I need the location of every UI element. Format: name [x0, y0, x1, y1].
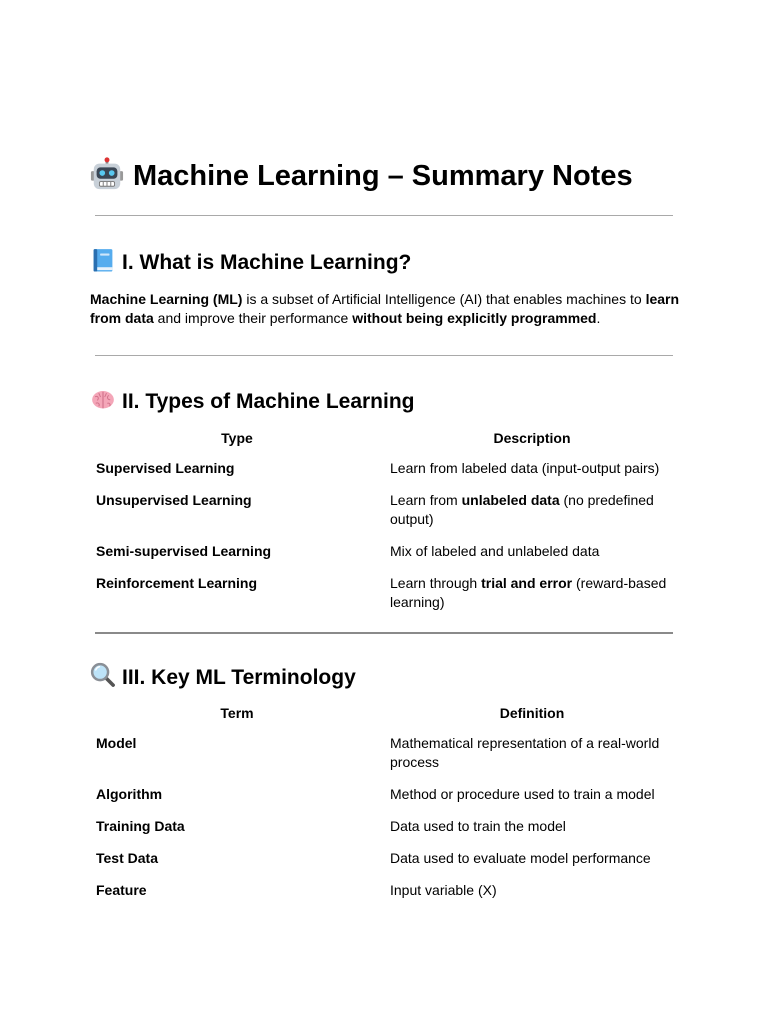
- section-heading-types: [90, 386, 415, 416]
- brain-icon: [90, 386, 116, 412]
- intro-text-2: and improve their performance: [153, 310, 353, 326]
- type-name: Supervised Learning: [96, 460, 235, 476]
- intro-text-1: is a subset of Artificial Intelligence (AI) that enables machines to: [242, 291, 646, 307]
- page-title: [90, 156, 633, 196]
- term-name: Test Data: [96, 850, 158, 866]
- section-heading-text: I. What is Machine Learning?: [122, 251, 412, 274]
- term-definition: Data used to evaluate model performance: [390, 850, 651, 866]
- intro-text-3: .: [596, 310, 601, 326]
- table-row: [90, 817, 680, 849]
- emphasis-learn-from-data: learn from data: [90, 291, 680, 326]
- term-ml: Machine Learning (ML): [90, 291, 243, 307]
- table-row: [90, 881, 680, 913]
- term-name: Feature: [96, 882, 147, 898]
- section-heading-terminology: [90, 662, 356, 692]
- table-row: [90, 491, 680, 542]
- type-description: Mix of labeled and unlabeled data: [390, 543, 600, 559]
- intro-paragraph: [90, 290, 680, 328]
- term-definition: Mathematical representation of a real-world process: [390, 735, 660, 770]
- column-header-definition: Definition: [499, 705, 565, 721]
- section-heading-what-is-ml: [90, 247, 411, 277]
- table-row: [90, 542, 680, 574]
- type-name: Semi-supervised Learning: [96, 543, 272, 559]
- section-heading-text: III. Key ML Terminology: [122, 666, 356, 689]
- type-description: Learn from labeled data (input-output pairs): [390, 460, 660, 476]
- divider: [95, 215, 673, 216]
- table-row: [90, 734, 680, 785]
- blue-book-icon: [90, 247, 116, 273]
- type-description: Learn through trial and error (reward-based learning): [390, 575, 667, 610]
- type-name: Unsupervised Learning: [96, 492, 252, 508]
- table-row: [90, 849, 680, 881]
- table-row: [90, 459, 680, 491]
- section-heading-text: II. Types of Machine Learning: [122, 390, 415, 413]
- divider: [95, 632, 673, 634]
- type-name: Reinforcement Learning: [96, 575, 258, 591]
- term-definition: Data used to train the model: [390, 818, 566, 834]
- ml-types-table: [90, 429, 680, 625]
- divider: [95, 355, 673, 356]
- term-name: Training Data: [96, 818, 185, 834]
- table-header-row: [90, 429, 680, 459]
- table-header-row: [90, 704, 680, 734]
- column-header-type: Type: [221, 430, 253, 446]
- page-title-text: Machine Learning – Summary Notes: [133, 160, 633, 192]
- term-name: Algorithm: [96, 786, 163, 802]
- term-definition: Input variable (X): [390, 882, 497, 898]
- term-definition: Method or procedure used to train a model: [390, 786, 655, 802]
- magnifying-glass-icon: [90, 662, 116, 688]
- column-header-term: Term: [220, 705, 254, 721]
- robot-icon: [90, 157, 124, 191]
- terminology-table: [90, 704, 680, 913]
- table-row: [90, 574, 680, 625]
- column-header-description: Description: [493, 430, 571, 446]
- table-row: [90, 785, 680, 817]
- term-name: Model: [96, 735, 137, 751]
- type-description: Learn from unlabeled data (no predefined output): [390, 492, 654, 527]
- emphasis-not-programmed: without being explicitly programmed: [352, 310, 597, 326]
